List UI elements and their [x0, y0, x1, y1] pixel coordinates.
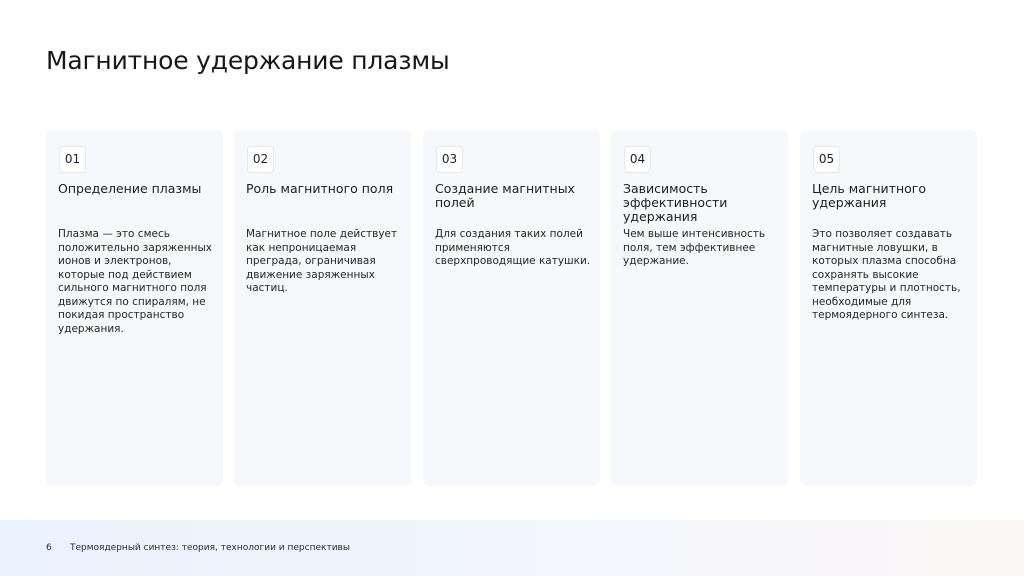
card-text: Плазма — это смесь положительно заряженных ионов и электронов, которые под действием сильного магнитного поля движутся по спиралям, не покидая пространство удержания. [58, 228, 212, 335]
card-title: Создание магнитных полей [435, 181, 575, 210]
card-2 [234, 130, 411, 486]
card-text: Магнитное поле действует как непроницаемая преграда, ограничивая движение заряженных частиц. [246, 228, 398, 294]
card-number-badge: 01 [59, 146, 86, 173]
card-title: Зависимость эффективности удержания [623, 181, 728, 224]
card-text: Это позволяет создавать магнитные ловушки, в которых плазма способна сохранять высокие температуры и плотность, необходимые для термоядерного синтеза. [812, 228, 961, 321]
card-number-badge: 05 [813, 146, 840, 173]
card-4 [611, 130, 788, 486]
card-3 [423, 130, 600, 486]
card-title: Роль магнитного поля [246, 181, 394, 196]
card-title: Определение плазмы [58, 181, 202, 196]
card-1 [46, 130, 223, 486]
card-number-badge: 03 [436, 146, 463, 173]
card-text: Для создания таких полей применяются сверхпроводящие катушки. [435, 228, 591, 267]
footer-text: Термоядерный синтез: теория, технологии и перспективы [70, 543, 350, 553]
card-text: Чем выше интенсивность поля, тем эффективнее удержание. [623, 228, 766, 267]
cards-row [46, 130, 977, 486]
card-number-badge: 04 [624, 146, 651, 173]
page-number: 6 [46, 543, 52, 553]
slide-title: Магнитное удержание плазмы [46, 46, 450, 75]
card-number-badge: 02 [247, 146, 274, 173]
card-5 [800, 130, 977, 486]
card-title: Цель магнитного удержания [812, 181, 926, 210]
